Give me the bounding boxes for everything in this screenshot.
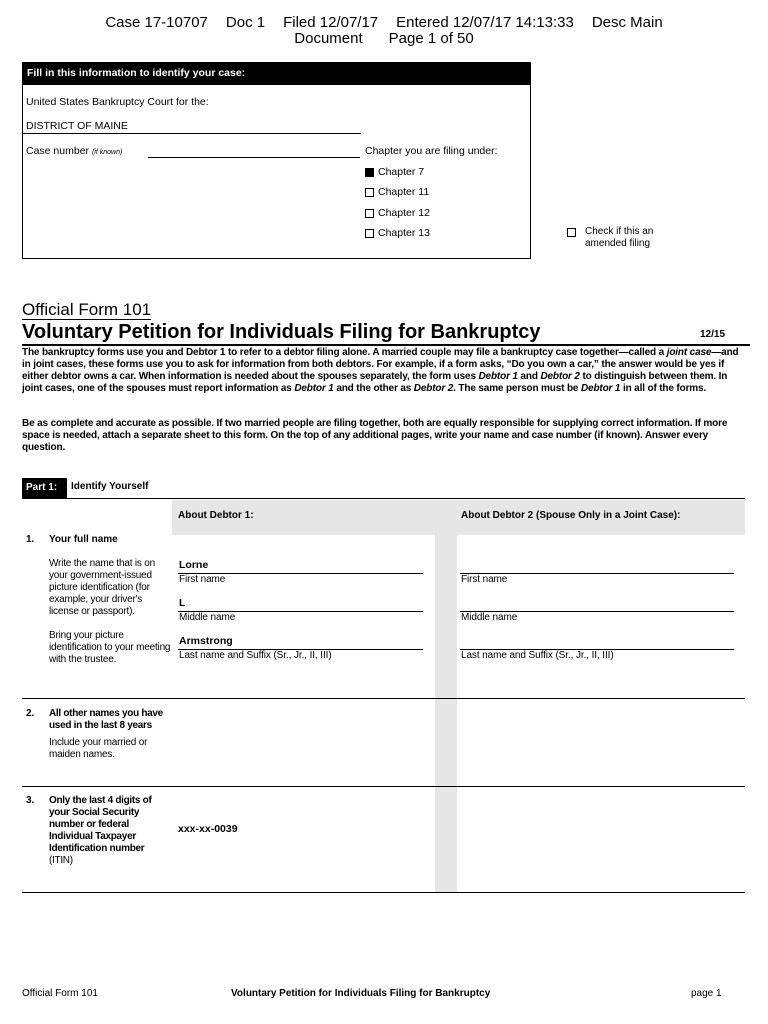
intro-text: The bankruptcy forms use you and Debtor 1 to refer to a debtor filing alone. A married couple may file a bankruptcy case together—called a: [22, 347, 667, 358]
intro-italic-term: Debtor 2: [540, 371, 580, 382]
intro-italic-term: Debtor 1: [294, 383, 334, 394]
question-1-help: Write the name that is on your government-issued picture identification (for example, your driver's license or passport).: [49, 558, 155, 617]
middle-name-caption: Middle name: [461, 612, 518, 623]
debtor-2-last-name-input[interactable]: [460, 635, 734, 650]
debtor-2-middle-name: [460, 597, 734, 624]
amended-filing-checkbox[interactable]: [567, 228, 576, 237]
part-1-title: Identify Yourself: [71, 481, 149, 492]
intro-italic-term: Debtor 1: [580, 383, 621, 394]
intro-text: and the other as: [333, 383, 414, 394]
debtor-2-column-header: About Debtor 2 (Spouse Only in a Joint Case):: [461, 510, 681, 521]
debtor-1-middle-name: [178, 597, 423, 624]
debtor-1-last-name-input[interactable]: Armstrong: [178, 635, 423, 650]
intro-italic-term: joint case: [666, 347, 712, 358]
intro-italic-term: Debtor 1: [478, 371, 518, 382]
docket-doc-number: Doc 1: [225, 14, 266, 31]
debtor-2-first-name-input[interactable]: [460, 559, 734, 574]
chapter-13-checkbox[interactable]: [365, 229, 374, 238]
case-number-field[interactable]: [148, 143, 360, 158]
chapter-12-checkbox[interactable]: [365, 209, 374, 218]
first-name-caption: First name: [179, 574, 226, 585]
debtor-2-first-name: [460, 559, 734, 586]
chapter-11-option[interactable]: [365, 186, 429, 198]
docket-header-line-1: [0, 15, 768, 31]
debtor-1-middle-name-input[interactable]: L: [178, 597, 423, 612]
intro-text: . The same person must be: [453, 383, 581, 394]
chapter-label: Chapter you are filing under:: [365, 145, 498, 157]
amended-filing-label-line-1: Check if this an: [585, 226, 654, 237]
question-3-number: 3.: [26, 795, 35, 806]
title-rule: [22, 344, 750, 346]
case-number-hint: (if known): [91, 149, 123, 156]
question-1-label: Your full name: [49, 534, 118, 545]
form-title: Voluntary Petition for Individuals Filing for Bankruptcy: [22, 321, 541, 343]
chapter-13-option[interactable]: [365, 227, 430, 239]
intro-text: in all of the forms.: [620, 383, 707, 394]
amended-filing-label-line-2: amended filing: [585, 238, 651, 249]
question-2-number: 2.: [26, 708, 35, 719]
part-1-bottom-rule: [22, 892, 745, 893]
footer-form-name: Official Form 101: [22, 988, 98, 999]
case-number-label: [26, 145, 122, 159]
footer-page-number: page 1: [691, 988, 722, 999]
question-1-number: 1.: [26, 534, 35, 545]
debtor-1-ssn-field[interactable]: xxx-xx-0039: [178, 823, 238, 835]
question-3-label-suffix: (ITIN): [49, 855, 73, 866]
docket-page-count: Page 1 of 50: [388, 30, 474, 47]
intro-italic-term: Debtor 2: [413, 383, 454, 394]
chapter-11-label: Chapter 11: [378, 186, 430, 198]
intro-paragraph-2: [22, 418, 747, 454]
question-2-label: All other names you have used in the last 8 years: [49, 708, 163, 731]
question-1-help-trustee: Bring your picture identification to your meeting with the trustee.: [49, 630, 171, 665]
question-3-label: [49, 795, 173, 867]
docket-description-cont: Document: [294, 30, 363, 47]
first-name-caption: First name: [461, 574, 508, 585]
intro-text: to distinguish between them. In joint cases, one of the spouses must report information as: [22, 371, 728, 394]
chapter-13-label: Chapter 13: [378, 227, 430, 239]
question-2-help: Include your married or maiden names.: [49, 737, 148, 760]
intro-text: and: [517, 371, 541, 382]
chapter-12-label: Chapter 12: [378, 207, 430, 219]
debtor-1-column-header: About Debtor 1:: [178, 510, 254, 521]
part-1-tag: Part 1:: [22, 478, 67, 498]
last-name-caption: Last name and Suffix (Sr., Jr., II, III): [179, 650, 332, 661]
middle-name-caption: Middle name: [179, 612, 236, 623]
case-info-box: [22, 62, 531, 259]
intro-paragraph-1: [22, 347, 747, 395]
form-revision: 12/15: [700, 329, 726, 340]
chapter-7-checkbox[interactable]: [365, 168, 374, 177]
chapter-11-checkbox[interactable]: [365, 188, 374, 197]
debtor-1-first-name-input[interactable]: Lorne: [178, 559, 423, 574]
chapter-12-option[interactable]: [365, 207, 430, 219]
row-divider: [22, 786, 745, 787]
court-label: United States Bankruptcy Court for the:: [26, 96, 209, 108]
form-name: Official Form 101: [22, 300, 152, 319]
debtor-2-last-name: [460, 635, 734, 662]
question-3-label-text: Only the last 4 digits of your Social Security number or federal Individual Taxpayer Identification number: [49, 795, 152, 854]
column-divider-band: [435, 535, 457, 892]
intro-text: Be as complete and accurate as possible. If two married people are filing together, both are equally responsible for supplying correct information. If more space is needed, attach a separate sheet to this form. On the top of any additional pages, write your name and case number (if known). Answer every question.: [22, 418, 728, 453]
row-divider: [22, 698, 745, 699]
district-field[interactable]: DISTRICT OF MAINE: [23, 119, 361, 134]
footer-form-title: Voluntary Petition for Individuals Filing for Bankruptcy: [231, 988, 491, 999]
intro-text: —and in joint cases, these forms use you to ask for information from both debtors. For example, if a form asks, “Do you own a car,” the answer would be yes if either debtor owns a car. When information is needed about the spouses separately, the form uses: [22, 347, 739, 382]
docket-entered-timestamp: Entered 12/07/17 14:13:33: [396, 14, 574, 31]
debtor-1-first-name: [178, 559, 423, 586]
debtor-2-middle-name-input[interactable]: [460, 597, 734, 612]
last-name-caption: Last name and Suffix (Sr., Jr., II, III): [461, 650, 614, 661]
docket-filed-date: Filed 12/07/17: [283, 14, 379, 31]
docket-header-line-2: [0, 31, 768, 47]
chapter-7-option[interactable]: [365, 166, 424, 178]
debtor-1-last-name: [178, 635, 423, 662]
docket-case-number: Case 17-10707: [105, 14, 208, 31]
part-1-rule: [22, 498, 745, 499]
chapter-7-label: Chapter 7: [378, 166, 425, 178]
docket-description: Desc Main: [591, 14, 663, 31]
case-info-heading: Fill in this information to identify your case:: [22, 62, 531, 85]
case-number-label-text: Case number: [26, 145, 90, 157]
